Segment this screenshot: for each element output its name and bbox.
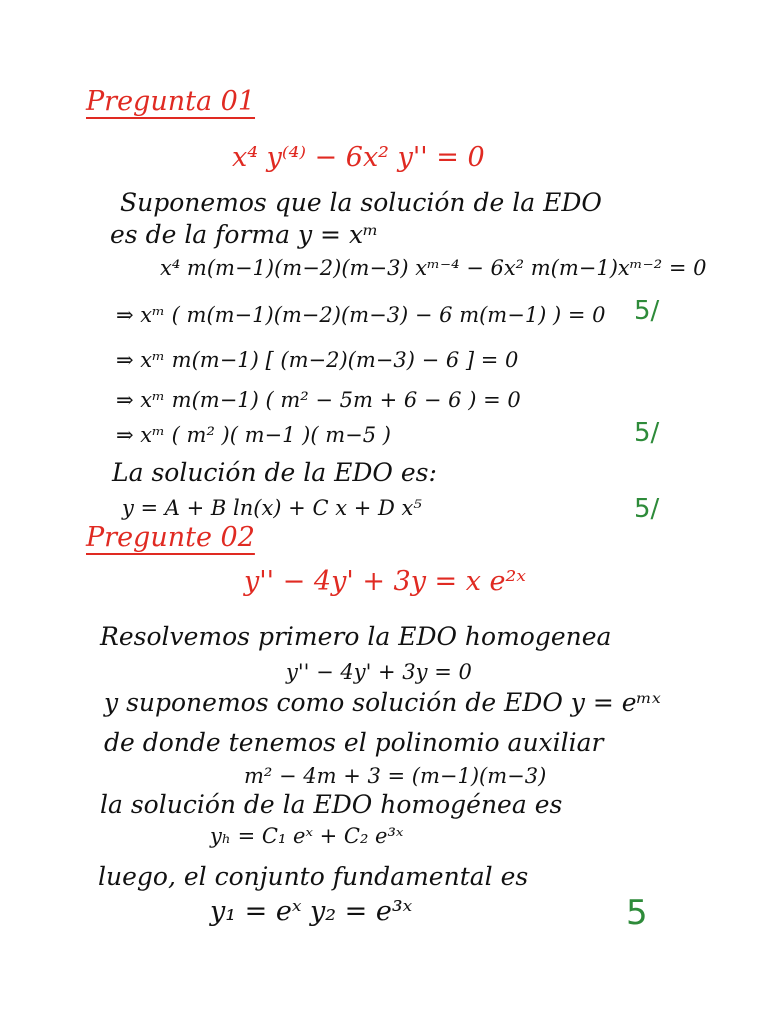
q2-line-5: m² − 4m + 3 = (m−1)(m−3) xyxy=(244,764,547,788)
q2-line-1: Resolvemos primero la EDO homogenea xyxy=(100,622,612,651)
q1-line-3: x⁴ m(m−1)(m−2)(m−3) xᵐ⁻⁴ − 6x² m(m−1)xᵐ⁻² = 0 xyxy=(160,256,707,280)
q2-fundamental-set: y₁ = eˣ y₂ = e³ˣ xyxy=(210,896,413,927)
q1-line-8: La solución de la EDO es: xyxy=(112,458,437,487)
q1-line-4: ⇒ xᵐ ( m(m−1)(m−2)(m−3) − 6 m(m−1) ) = 0 xyxy=(116,303,606,327)
q1-line-5: ⇒ xᵐ m(m−1) [ (m−2)(m−3) − 6 ] = 0 xyxy=(116,348,519,372)
grade-mark-3: 5/ xyxy=(634,494,660,524)
q2-line-4: de donde tenemos el polinomio auxiliar xyxy=(104,728,604,757)
q2-line-3: y suponemos como solución de EDO y = eᵐˣ xyxy=(104,688,661,717)
q1-line-7: ⇒ xᵐ ( m² )( m−1 )( m−5 ) xyxy=(116,423,391,447)
q2-line-8: luego, el conjunto fundamental es xyxy=(98,862,529,891)
q1-line-1: Suponemos que la solución de la EDO xyxy=(120,188,602,217)
question-1-equation: x⁴ y⁽⁴⁾ − 6x² y'' = 0 xyxy=(232,142,485,173)
grade-mark-1: 5/ xyxy=(634,296,660,326)
question-2-heading: Pregunte 02 xyxy=(86,522,255,553)
q1-line-6: ⇒ xᵐ m(m−1) ( m² − 5m + 6 − 6 ) = 0 xyxy=(116,388,521,412)
q2-line-6: la solución de la EDO homogénea es xyxy=(100,790,563,819)
grade-mark-4: 5 xyxy=(626,893,648,933)
q1-line-2: es de la forma y = xᵐ xyxy=(110,220,379,249)
question-2-equation: y'' − 4y' + 3y = x e²ˣ xyxy=(244,566,526,597)
question-1-heading: Pregunta 01 xyxy=(86,86,256,117)
q2-line-7: yₕ = C₁ eˣ + C₂ e³ˣ xyxy=(210,824,404,848)
q1-final-answer: y = A + B ln(x) + C x + D x⁵ xyxy=(122,496,422,520)
q2-line-2: y'' − 4y' + 3y = 0 xyxy=(286,660,472,684)
grade-mark-2: 5/ xyxy=(634,418,660,448)
